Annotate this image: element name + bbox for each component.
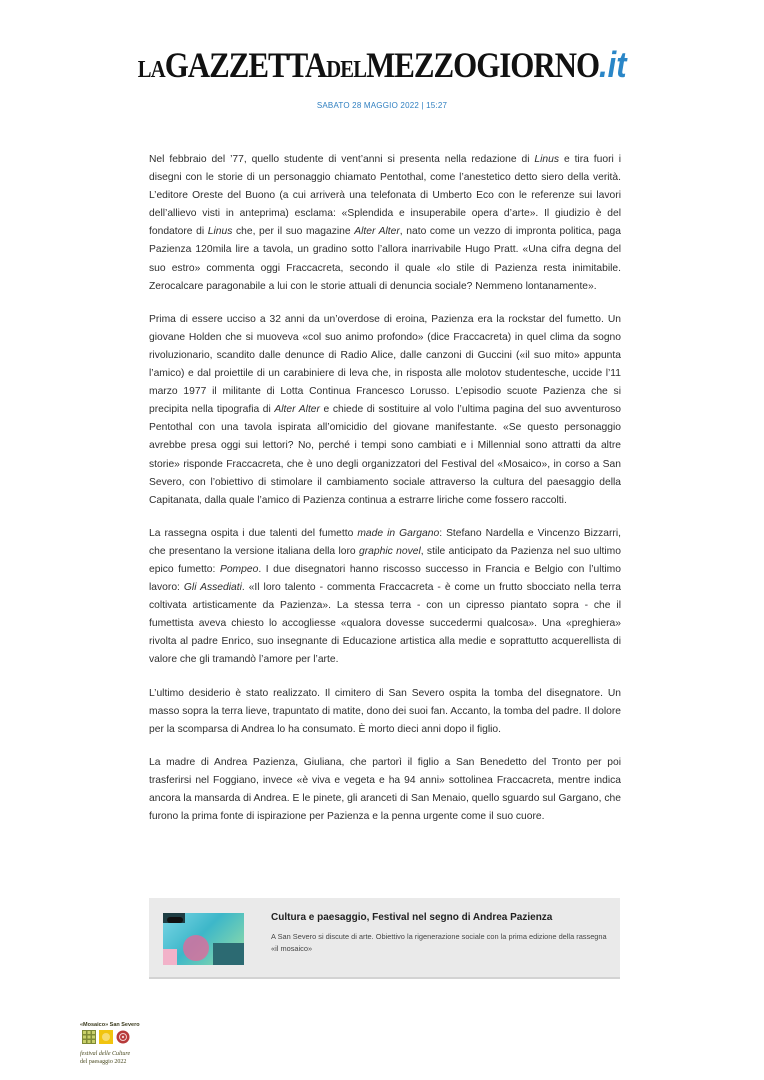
rose-emblem-icon: [116, 1030, 130, 1044]
newspaper-logo[interactable]: [138, 44, 627, 86]
festival-logo: [80, 1022, 146, 1072]
logo-tld: .it: [598, 44, 627, 85]
paragraph-1: Nel febbraio del ’77, quello studente di vent’anni si presenta nella redazione di Linus e tira fuori i disegni con le storie di un personaggio chiamato Pentothal, come l’anestetico detto siero della verità. L’editore Oreste del Buono (a cui arriverà una telefonata di Umberto Eco con le referenze sui lavori dell’allievo visti in anteprima) esclama: «Splendida e insuperabile opera d’arte». Il giudizio è del fondatore di Linus che, per il suo magazine Alter Alter, nato come un vezzo di impronta politica, paga Pazienza 120mila lire a tavola, un gradino sotto l’allora inarrivabile Hugo Pratt. «Una cifra degna del suo estro» commenta oggi Fraccacreta, secondo il quale «lo stile di Pazienza resta inimitabile. Zerocalcare paragonabile a lui con le storie attuali di denuncia sociale? Nemmeno lontanamente».: [149, 154, 621, 292]
related-article-title[interactable]: Cultura e paesaggio, Festival nel segno di Andrea Pazienza: [271, 912, 553, 923]
paragraph-5: La madre di Andrea Pazienza, Giuliana, che partorì il figlio a San Benedetto del Tronto per poi trasferirsi nel Foggiano, invece «è viva e vegeta e ha 94 anni» sottolinea Fraccacreta, mentre indica ancora la mansarda di Andrea. E le pinete, gli aranceti di San Menaio, quello sguardo sul Gargano, che furono la prima fonte di ispirazione per Pazienza e la penna urgente come il suo cuore.: [149, 756, 621, 823]
article-body: [149, 151, 621, 841]
paragraph-3: La rassegna ospita i due talenti del fumetto made in Gargano: Stefano Nardella e Vincenzo Bizzarri, che presentano la versione italiana della loro graphic novel, stile anticipato da Pazienza nel suo ultimo epico fumetto: Pompeo. I due disegnatori hanno riscosso successo in Francia e Belgio con l’ultimo lavoro: Gli Assediati. «Il loro talento - commenta Fraccacreta - è come un frutto sbocciato nella terra coltivata artisticamente da Pazienza». La stessa terra - con un cipresso piantato sopra - che il fumettista aveva chiesto lo accogliesse «qualora dovesse succedermi qualcosa». Una «preghiera» rivolta al padre Enrico, suo insegnante di Educazione artistica alla medie e soprattutto acquerellista di valore che gli tramandò l’amore per l’arte.: [149, 527, 622, 666]
festival-logo-line1: festival delle Culture: [80, 1051, 131, 1057]
article-dateline: SABATO 28 MAGGIO 2022 | 15:27: [316, 101, 448, 110]
masthead[interactable]: [0, 44, 764, 86]
related-article-description: A San Severo si discute di arte. Obiettivo la rigenerazione sociale con la prima edizione della rassegna «il mosaico»: [271, 932, 607, 953]
festival-logo-top: «Mosaico» San Severo: [80, 1022, 140, 1028]
sun-block-icon: [99, 1030, 113, 1044]
logo-gazzetta: GAZZETTA: [164, 45, 327, 85]
logo-la: LA: [137, 57, 165, 83]
paragraph-4: L’ultimo desiderio è stato realizzato. Il cimitero di San Severo ospita la tomba del disegnatore. Un masso sopra la terra lieve, trapuntato di matite, dono dei suoi fan. Accanto, la tomba del padre. Il dolore per la scomparsa di Andrea lo ha consumato. È morto dieci anni dopo il figlio.: [149, 687, 621, 735]
related-article-thumbnail[interactable]: [163, 913, 244, 965]
logo-mezzogiorno: MEZZOGIORNO: [365, 45, 599, 85]
paragraph-2: Prima di essere ucciso a 32 anni da un’overdose di eroina, Pazienza era la rockstar del fumetto. Un giovane Holden che si muoveva «col suo animo profondo» (dice Fraccacreta) in quel clima da sogno rivoluzionario, scandito dalle denunce di Radio Alice, dalle canzoni di Guccini («il suo mito» appunta l’amico) e dal proiettile di un carabiniere di leva che, in risposta alle molotov studentesche, uccide l’11 marzo 1977 il militante di Lotta Continua Francesco Lorusso. L’episodio scuote Pazienza che si precipita nella tipografia di Alter Alter e chiede di sostituire al volo l’ultima pagina del suo avventuroso Pentothal con una tavola ispirata all’omicidio del giovane manifestante. «Se questo personaggio avrebbe presa oggi sui lettori? No, perché i tempi sono cambiati e i Millennial sono attratti da altre storie» risponde Fraccacreta, che è uno degli organizzatori del Festival del «Mosaico», in corso a San Severo, con l’obiettivo di stimolare il cambiamento sociale attraverso la cultura del paesaggio della Capitanata, dalla quale l’amico di Pazienza continua a estrarre liriche come fossero raccolti.: [149, 313, 622, 506]
logo-del: DEL: [326, 57, 366, 83]
mosaic-tile-icon: [82, 1030, 96, 1044]
related-article-card[interactable]: [149, 898, 620, 979]
festival-logo-line2: del paesaggio 2022: [80, 1059, 127, 1065]
